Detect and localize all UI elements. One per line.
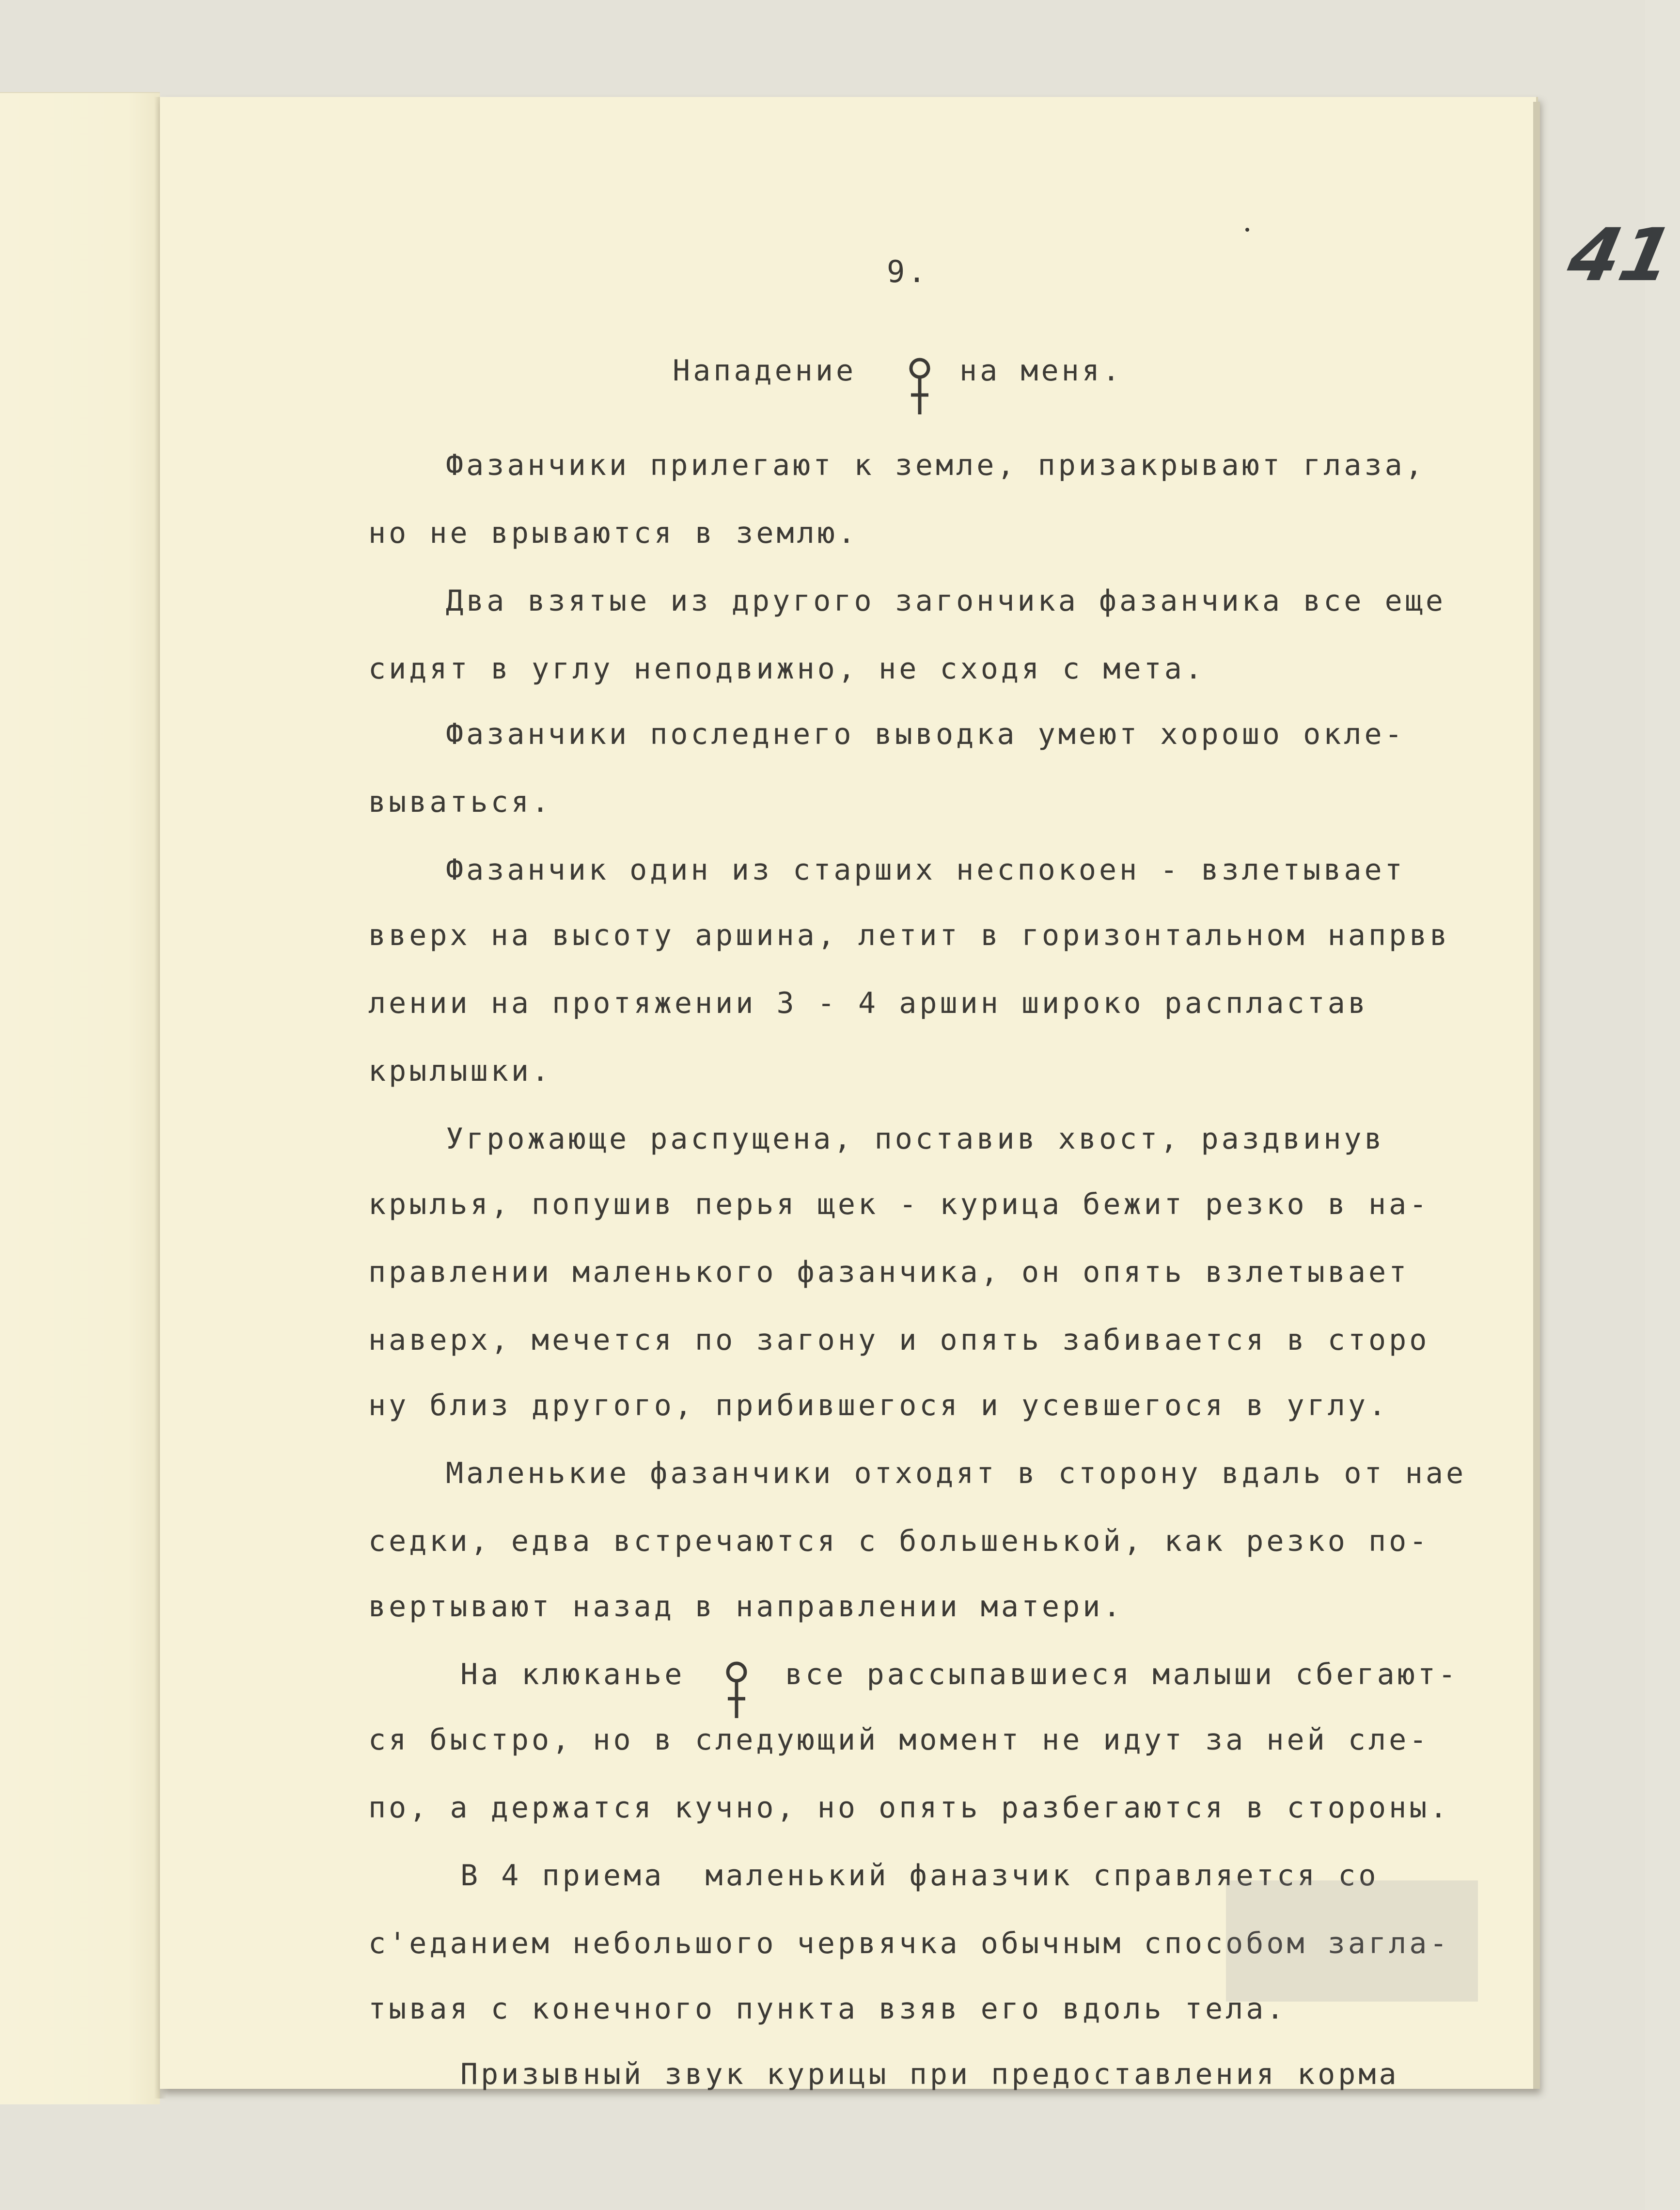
- text-line: седки, едва встречаются с большенькой, как резко по-: [368, 1524, 1430, 1558]
- page-number: 9.: [887, 254, 929, 289]
- text-line: крылышки.: [368, 1054, 552, 1088]
- text-line: лении на протяжении 3 - 4 аршин широко распластав: [368, 986, 1369, 1020]
- sheet-edge: [1533, 102, 1540, 2089]
- title-text-before: Нападение: [673, 354, 857, 388]
- female-symbol-icon: [722, 1653, 751, 1725]
- text-line: Фазанчик один из старших неспокоен - взлетывает: [446, 853, 1405, 887]
- text-line: с'еданием небольшого червячка обычным способом загла-: [368, 1926, 1450, 1960]
- text-line: ну близ другого, прибившегося и усевшегося в углу.: [368, 1389, 1389, 1422]
- ink-dot: [1245, 228, 1249, 232]
- text-line: крылья, попушив перья щек - курица бежит резко в на-: [368, 1187, 1430, 1221]
- text-line: Два взятые из другого загончика фазанчика все еще: [446, 584, 1446, 618]
- text-line: Фазанчики последнего выводка умеют хорошо окле-: [446, 717, 1405, 751]
- text-line: вываться.: [368, 785, 552, 819]
- text-line: тывая с конечного пункта взяв его вдоль тела.: [368, 1992, 1287, 2026]
- text-line: по, а держатся кучно, но опять разбегаются в стороны.: [368, 1791, 1450, 1825]
- text-line: ся быстро, но в следующий момент не идут за ней сле-: [368, 1723, 1430, 1757]
- text-line: вертывают назад в направлении матери.: [368, 1590, 1124, 1624]
- typed-sheet: [160, 97, 1680, 2091]
- text-line: но не врываются в землю.: [368, 516, 858, 550]
- left-page-margin: [0, 92, 160, 2104]
- archive-stamp-shadow: [1226, 1880, 1478, 2002]
- text-line: Призывный звук курицы при предоставления корма: [460, 2057, 1399, 2091]
- text-line: вверх на высоту аршина, летит в горизонтальном напрвв: [368, 918, 1450, 952]
- text-line: Угрожающе распущена, поставив хвост, раздвинув: [446, 1122, 1385, 1156]
- line-18-continuation: все рассыпавшиеся малыши сбегают-: [785, 1658, 1459, 1691]
- text-line: Маленькие фазанчики отходят в сторону вдаль от нае: [446, 1456, 1467, 1490]
- text-line: В 4 приема маленький фаназчик справляется со: [460, 1859, 1379, 1893]
- text-line: На клюканье: [460, 1658, 685, 1691]
- text-line: Фазанчики прилегают к земле, призакрывают глаза,: [446, 448, 1426, 482]
- female-symbol-icon: [905, 349, 934, 422]
- text-line: наверх, мечется по загону и опять забивается в сторо: [368, 1323, 1430, 1357]
- text-line: сидят в углу неподвижно, не сходя с мета.: [368, 652, 1206, 686]
- handwritten-folio-number: 41: [1561, 213, 1680, 298]
- text-line: правлении маленького фазанчика, он опять взлетывает: [368, 1255, 1410, 1289]
- title-text-after: на меня.: [959, 354, 1123, 388]
